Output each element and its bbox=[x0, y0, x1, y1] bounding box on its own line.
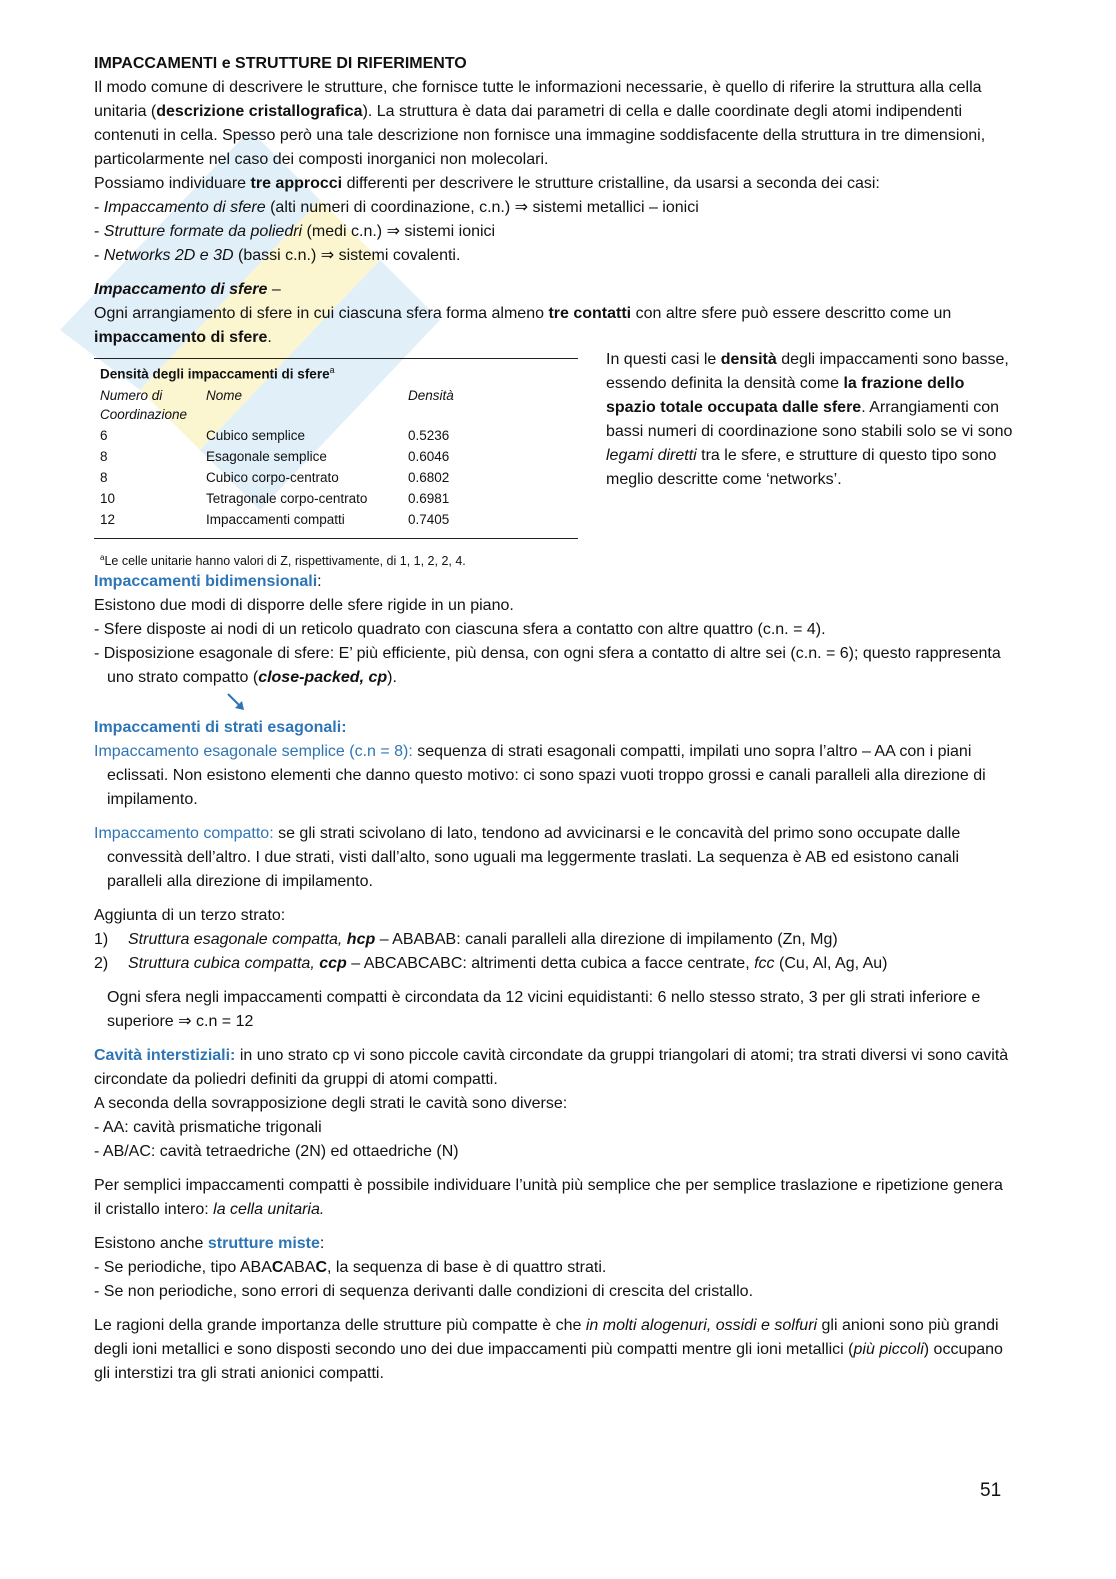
approach-item bbox=[94, 244, 1014, 268]
spheres-heading bbox=[94, 278, 1014, 302]
third-layer-intro: Aggiunta di un terzo strato: bbox=[94, 907, 286, 924]
mixed-seq-2: ABA bbox=[283, 1259, 316, 1276]
mixed-seq-c2: C bbox=[315, 1259, 328, 1276]
approaches-text-1: Possiamo individuare bbox=[94, 175, 251, 192]
item-abbrev: ccp bbox=[319, 955, 347, 972]
mixed-line bbox=[94, 1256, 1014, 1280]
item-name: Struttura esagonale compatta, bbox=[128, 931, 347, 948]
spheres-paragraph bbox=[94, 302, 1014, 350]
reasons-text-1: Le ragioni della grande importanza delle strutture più compatte è che bbox=[94, 1317, 586, 1334]
reasons-italic-2: più piccoli bbox=[853, 1341, 924, 1358]
simple-hex-text: sequenza di strati esagonali compatti, impilati uno sopra l’altro – AA con i piani eclissati. Non esistono elementi che danno questo motivo: ci sono spazi vuoti troppo grossi e canali paralleli alla direzione di impilamento. bbox=[107, 743, 986, 808]
table-footnote-sup: a bbox=[100, 553, 105, 562]
page-number: 51 bbox=[980, 1480, 1002, 1501]
approach-name: Impaccamento di sfere bbox=[103, 199, 266, 216]
approaches-text-2: differenti per descrivere le strutture cristalline, da usarsi a seconda dei casi: bbox=[342, 175, 880, 192]
item-end: (Cu, Al, Ag, Au) bbox=[774, 955, 888, 972]
cell-density: 0.6046 bbox=[408, 448, 450, 464]
bidim-line3-end: ). bbox=[387, 669, 397, 686]
item-rest: – ABABAB: canali paralleli alla direzione di impilamento (Zn, Mg) bbox=[375, 931, 838, 948]
spheres-heading-text: Impaccamento di sfere bbox=[94, 281, 268, 298]
side-text-1: In questi casi le bbox=[606, 351, 721, 368]
approach-item bbox=[94, 196, 1014, 220]
table-footnote-text: Le celle unitarie hanno valori di Z, rispettivamente, di 1, 1, 2, 2, 4. bbox=[104, 554, 466, 569]
table-title bbox=[94, 360, 578, 385]
table-row bbox=[94, 425, 578, 446]
mixed-seq-1: - Se periodiche, tipo ABA bbox=[94, 1259, 272, 1276]
approach-rest: (medi c.n.) ⇒ sistemi ionici bbox=[302, 223, 496, 240]
table-bottom-rule bbox=[94, 538, 578, 539]
cavities-line: - AA: cavità prismatiche trigonali bbox=[94, 1119, 322, 1136]
simple-hex-paragraph bbox=[94, 740, 1014, 812]
unit-cell-paragraph bbox=[94, 1174, 1014, 1222]
cavities-heading: Cavità interstiziali: bbox=[94, 1047, 236, 1064]
cell-density: 0.6802 bbox=[408, 469, 450, 485]
intro-text-1: Il modo comune di descrivere le strutture, che fornisce tutte le informazioni necessarie, è quello di riferire la struttura alla cella unitaria ( bbox=[94, 79, 982, 120]
cavities-text: in uno strato cp vi sono piccole cavità circondate da gruppi triangolari di atomi; tra strati diversi vi sono cavità circondate da poliedri definiti da gruppi di atomi compatti. bbox=[94, 1047, 1009, 1088]
arrow-decoration bbox=[94, 690, 1014, 716]
column-header-cn: Numero di Coordinazione bbox=[100, 387, 188, 422]
table-row bbox=[94, 446, 578, 467]
table-row bbox=[94, 509, 578, 530]
approaches-bold: tre approcci bbox=[250, 175, 343, 192]
bidim-line: - Sfere disposte ai nodi di un reticolo quadrato con ciascuna sfera a contatto con altre quattro (c.n. = 4). bbox=[94, 621, 826, 638]
side-text-3: . Arrangiamenti con bassi numeri di coordinazione sono stabili solo se vi sono bbox=[606, 399, 1013, 440]
cell-name: Esagonale semplice bbox=[206, 448, 327, 464]
density-table bbox=[94, 360, 578, 530]
spheres-bold-2: impaccamento di sfere bbox=[94, 329, 268, 346]
cell-cn: 8 bbox=[100, 469, 108, 485]
cavities-line: - AB/AC: cavità tetraedriche (2N) ed ottaedriche (N) bbox=[94, 1143, 459, 1160]
spheres-bold-1: tre contatti bbox=[548, 305, 632, 322]
intro-bold: descrizione cristallografica bbox=[156, 103, 363, 120]
document-page bbox=[94, 52, 1014, 1386]
compact-text: se gli strati scivolano di lato, tendono ad avvicinarsi e le concavità del primo sono occupate dalle convessità dell’altro. I due strati, visti dall’alto, sono uguali ma leggermente traslati. La sequenza è AB ed esistono canali paralleli alla direzione di impilamento. bbox=[107, 825, 961, 890]
spheres-text-1: Ogni arrangiamento di sfere in cui ciascuna sfera forma almeno bbox=[94, 305, 549, 322]
spheres-text-2: con altre sfere può essere descritto come un bbox=[631, 305, 952, 322]
cell-density: 0.6981 bbox=[408, 490, 450, 506]
compact-paragraph bbox=[94, 822, 1014, 894]
cell-cn: 12 bbox=[100, 511, 116, 527]
cell-cn: 8 bbox=[100, 448, 108, 464]
third-layer-item bbox=[94, 928, 1014, 952]
dash: - bbox=[94, 199, 104, 216]
spheres-heading-dash: – bbox=[267, 281, 281, 298]
compact-label: Impaccamento compatto: bbox=[94, 825, 274, 842]
side-text-2: degli impaccamenti sono basse, essendo definita la densità come bbox=[606, 351, 1009, 392]
side-bold-2: la frazione dello spazio totale occupata dalle sfere bbox=[606, 375, 965, 416]
mixed-seq-c1: C bbox=[271, 1259, 284, 1276]
approach-name: Strutture formate da poliedri bbox=[103, 223, 303, 240]
reasons-paragraph bbox=[94, 1314, 1014, 1386]
spheres-text-3: . bbox=[267, 329, 272, 346]
item-name: Struttura cubica compatta, bbox=[128, 955, 320, 972]
neighbors-paragraph: Ogni sfera negli impaccamenti compatti è circondata da 12 vicini equidistanti: 6 nello stesso strato, 3 per gli strati inferiore e superiore ⇒ c.n = 12 bbox=[107, 989, 981, 1030]
cell-name: Tetragonale corpo-centrato bbox=[206, 490, 368, 506]
approach-name: Networks 2D e 3D bbox=[103, 247, 234, 264]
bidim-line bbox=[94, 642, 1014, 690]
approaches-paragraph bbox=[94, 172, 1014, 196]
table-row bbox=[94, 488, 578, 509]
side-bold-1: densità bbox=[720, 351, 777, 368]
cell-name: Impaccamenti compatti bbox=[206, 511, 345, 527]
density-explanation bbox=[606, 348, 1014, 492]
table-title-text: Densità degli impaccamenti di sfere bbox=[100, 366, 330, 382]
bidim-line: Esistono due modi di disporre delle sfere rigide in un piano. bbox=[94, 597, 514, 614]
table-title-sup: a bbox=[329, 365, 335, 375]
cell-name: Cubico corpo-centrato bbox=[206, 469, 339, 485]
cell-name: Cubico semplice bbox=[206, 427, 306, 443]
dash: - bbox=[94, 223, 104, 240]
mixed-colon: : bbox=[319, 1235, 325, 1252]
item-number: 2) bbox=[94, 955, 109, 972]
cell-cn: 10 bbox=[100, 490, 116, 506]
reasons-italic-1: in molti alogenuri, ossidi e solfuri bbox=[585, 1317, 818, 1334]
table-top-rule bbox=[94, 358, 578, 359]
table-row bbox=[94, 467, 578, 488]
column-header-name: Nome bbox=[206, 387, 243, 403]
table-footnote bbox=[100, 546, 466, 573]
approach-item bbox=[94, 220, 1014, 244]
third-layer-item bbox=[94, 952, 1014, 976]
arrow-down-right-icon bbox=[224, 690, 254, 716]
mixed-text: Esistono anche bbox=[94, 1235, 208, 1252]
bidim-heading bbox=[94, 570, 1014, 594]
unit-cell-italic: la cella unitaria. bbox=[213, 1201, 325, 1218]
mixed-line: - Se non periodiche, sono errori di sequenza derivanti dalle condizioni di crescita del cristallo. bbox=[94, 1283, 754, 1300]
approach-rest: (alti numeri di coordinazione, c.n.) ⇒ sistemi metallici – ionici bbox=[265, 199, 699, 216]
intro-text-2: ). La struttura è data dai parametri di cella e dalle coordinate degli atomi indipendenti contenuti in cella. Spesso però una tale descrizione non fornisce una immagine soddisfacente della struttura in tre dimensioni, particolarmente nel caso dei composti inorganici non molecolari. bbox=[94, 103, 986, 168]
item-fcc: fcc bbox=[754, 955, 775, 972]
side-italic: legami diretti bbox=[606, 447, 697, 464]
mixed-bold: strutture miste bbox=[207, 1235, 320, 1252]
reasons-text-2: gli anioni sono più grandi degli ioni metallici e sono disposti secondo uno dei due impaccamenti più compatti mentre gli ioni metallici ( bbox=[94, 1317, 999, 1358]
cavities-line: A seconda della sovrapposizione degli strati le cavità sono diverse: bbox=[94, 1095, 568, 1112]
bidim-line3-emphasis: close-packed, cp bbox=[258, 669, 388, 686]
dash: - bbox=[94, 247, 104, 264]
cell-cn: 6 bbox=[100, 427, 108, 443]
approach-rest: (bassi c.n.) ⇒ sistemi covalenti. bbox=[233, 247, 461, 264]
unit-cell-text: Per semplici impaccamenti compatti è possibile individuare l’unità più semplice che per semplice traslazione e ripetizione genera il cristallo intero: bbox=[94, 1177, 1003, 1218]
page-title: IMPACCAMENTI e STRUTTURE DI RIFERIMENTO bbox=[94, 55, 467, 72]
cell-density: 0.5236 bbox=[408, 427, 450, 443]
item-number: 1) bbox=[94, 931, 109, 948]
bidim-colon: : bbox=[317, 573, 322, 590]
simple-hex-label: Impaccamento esagonale semplice (c.n = 8): bbox=[94, 743, 413, 760]
density-section bbox=[94, 350, 1014, 570]
mixed-heading bbox=[94, 1232, 1014, 1256]
cell-density: 0.7405 bbox=[408, 511, 450, 527]
reasons-text-3: ) occupano gli interstizi tra gli strati anionici compatti. bbox=[94, 1341, 1003, 1382]
mixed-seq-end: , la sequenza di base è di quattro strati. bbox=[327, 1259, 607, 1276]
item-abbrev: hcp bbox=[346, 931, 376, 948]
bidim-heading-text: Impaccamenti bidimensionali bbox=[94, 573, 318, 590]
column-header-density: Densità bbox=[408, 387, 454, 403]
cavities-paragraph bbox=[94, 1044, 1014, 1092]
intro-paragraph bbox=[94, 76, 1014, 172]
hexlayers-heading: Impaccamenti di strati esagonali: bbox=[94, 719, 347, 736]
item-rest: – ABCABCABC: altrimenti detta cubica a facce centrate, bbox=[346, 955, 755, 972]
side-text-4: tra le sfere, e strutture di questo tipo sono meglio descritte come ‘networks’. bbox=[606, 447, 997, 488]
bidim-line3-text: - Disposizione esagonale di sfere: E’ più efficiente, più densa, con ogni sfera a contatto di altre sei (c.n. = 6); questo rappresenta uno strato compatto ( bbox=[94, 645, 1001, 686]
